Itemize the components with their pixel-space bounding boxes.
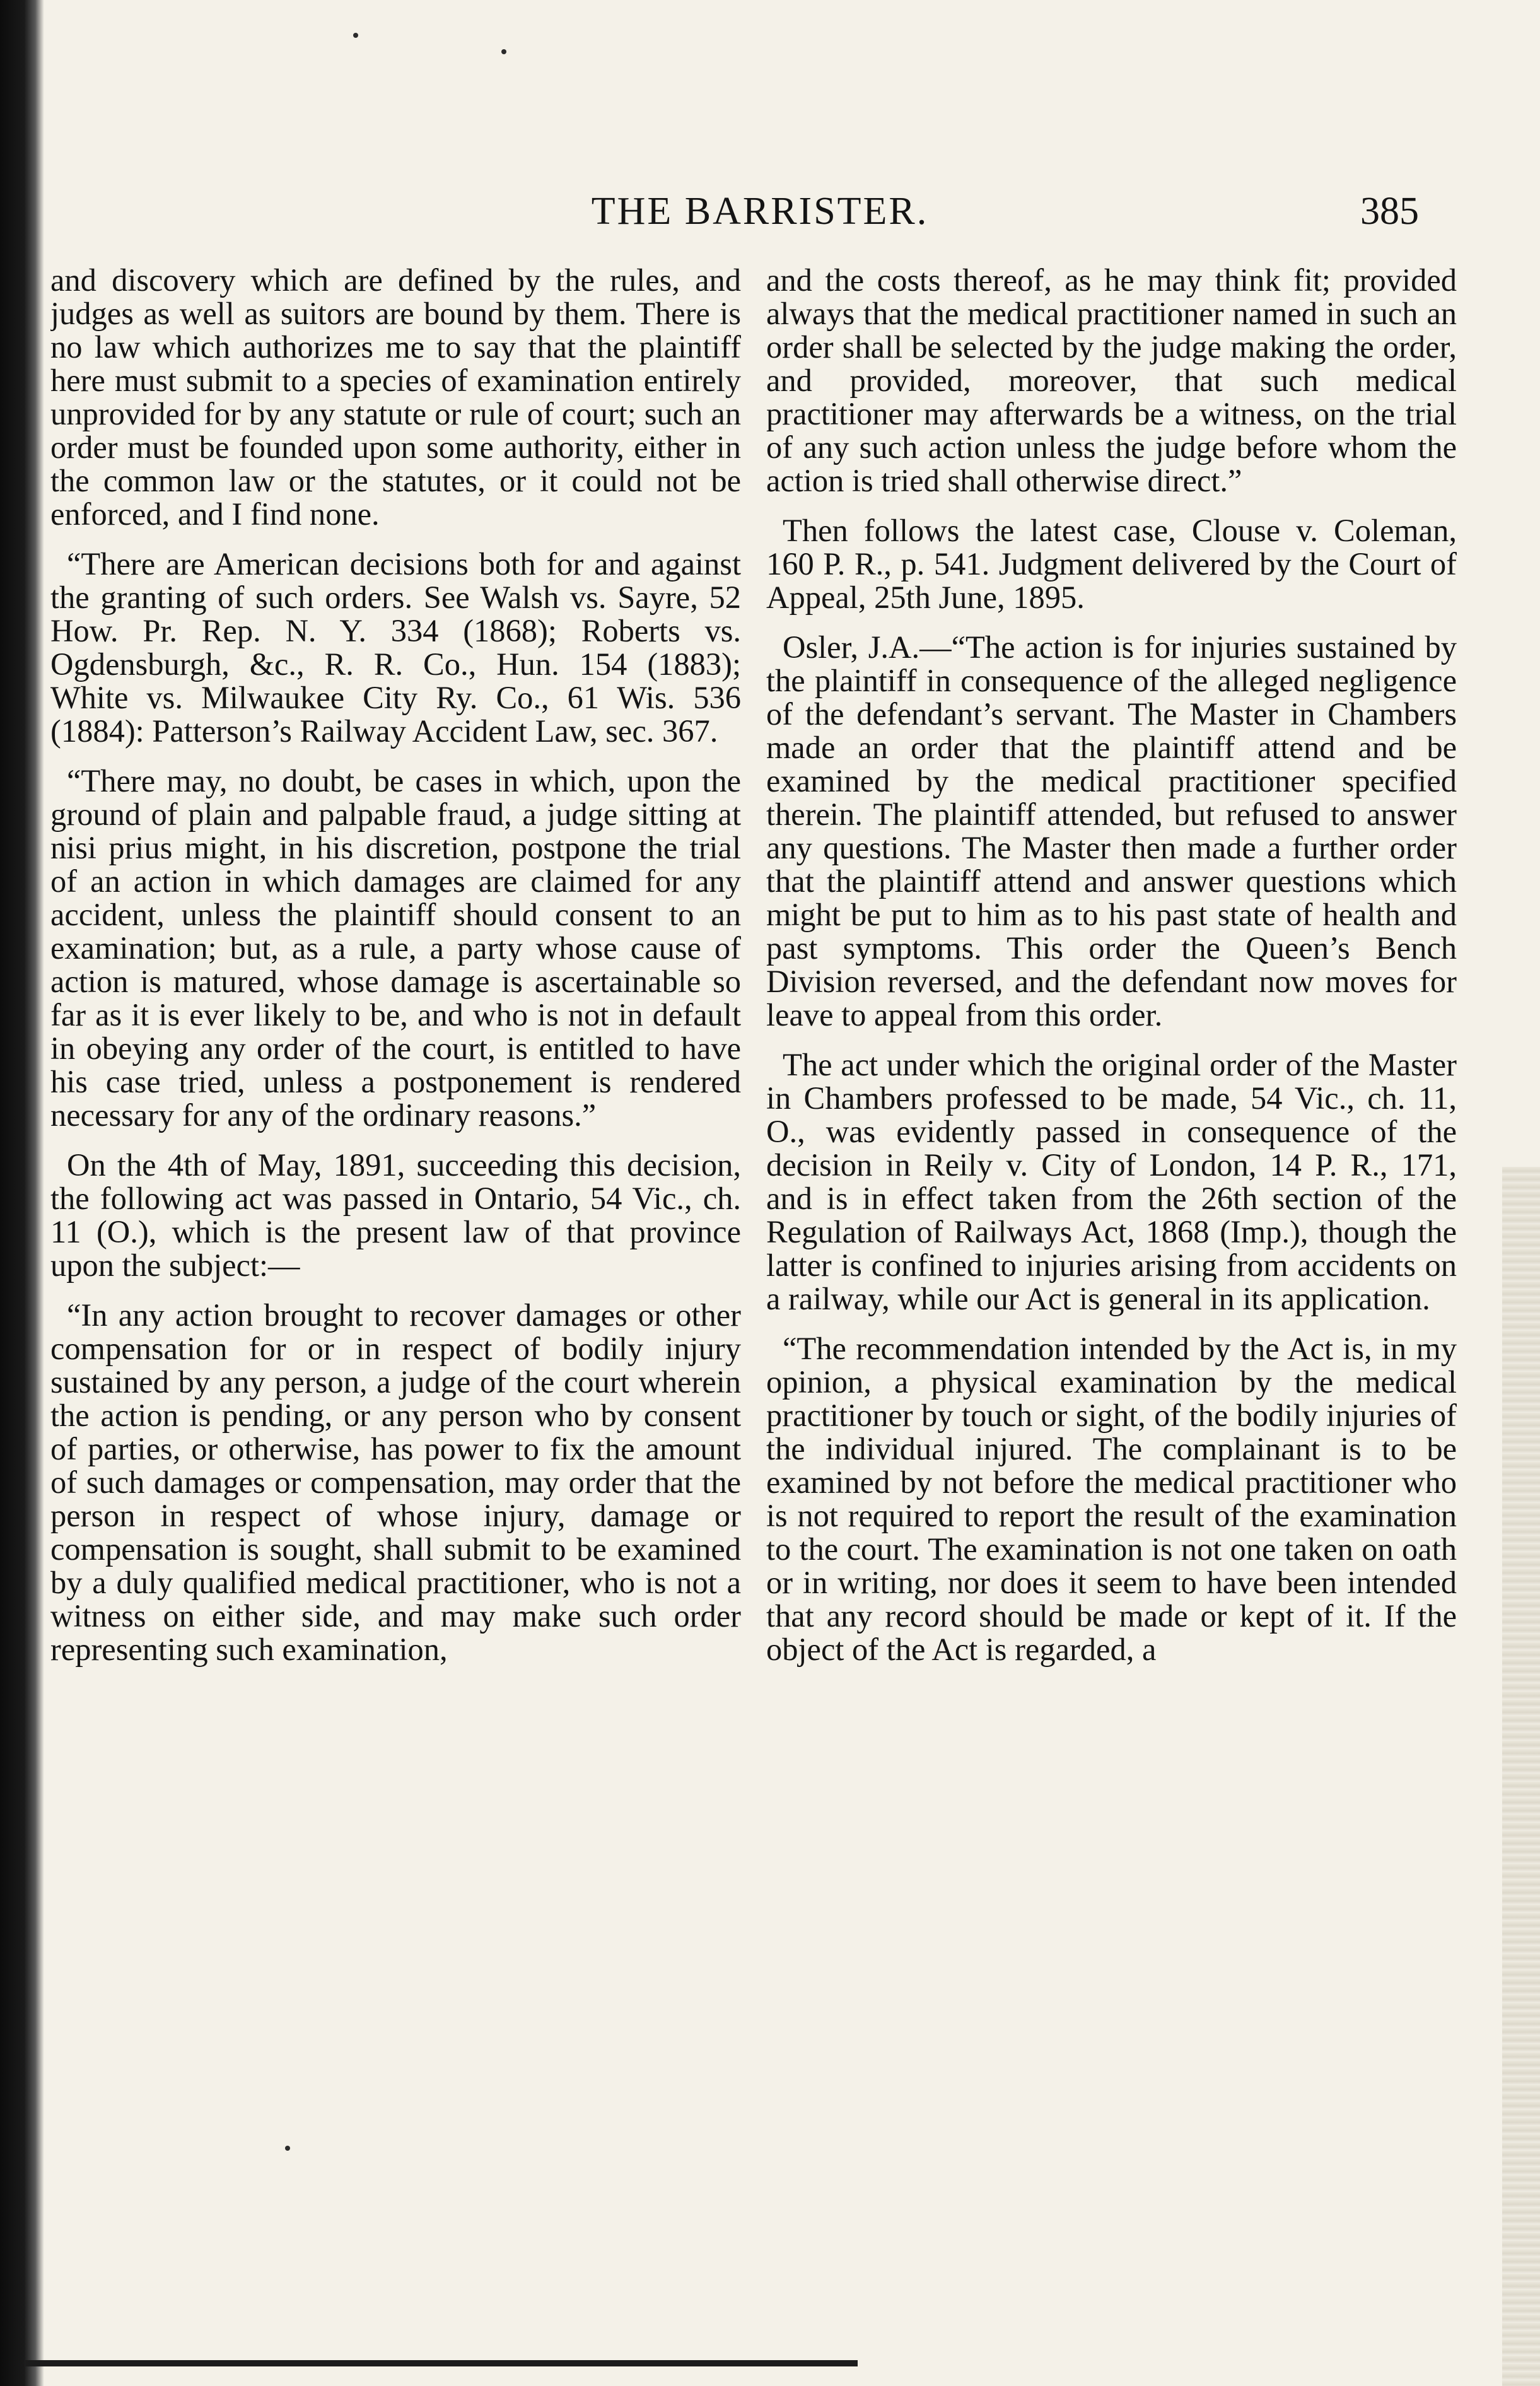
ink-speck	[353, 33, 358, 38]
ink-speck	[501, 49, 506, 54]
paragraph: Osler, J.A.—“The action is for injuries sustained by the plaintiff in consequence of the alleged negligence of the defendant’s servant. The Master in Chambers made an order that the plaintiff attend and be examined by the medical practitioner specified therein. The plaintiff attended, but refused to answer any questions. The Master then made a further order that the plaintiff attend and answer questions which might be put to him as to his past state of health and past symptoms. This order the Queen’s Bench Division reversed, and the defendant now moves for leave to appeal from this order.	[766, 629, 1457, 1032]
paragraph: “There are American decisions both for and against the granting of such orders. See Walsh vs. Sayre, 52 How. Pr. Rep. N. Y. 334 (1868); Roberts vs. Ogdensburgh, &c., R. R. Co., Hun. 154 (1883); White vs. Milwaukee City Ry. Co., 61 Wis. 536 (1884): Patterson’s Railway Accident Law, sec. 367.	[50, 546, 741, 749]
paragraph: “In any action brought to recover damages or other compensation for or in respect of bodily injury sustained by any person, a judge of the court wherein the action is pending, or any person who by consent of parties, or otherwise, has power to fix the amount of such damages or compensation, may order that the person in respect of whose injury, damage or compensation is sought, shall submit to be examined by a duly qualified medical practitioner, who is not a witness on either side, and may make such order representing such examination,	[50, 1297, 741, 1667]
page-number: 385	[1360, 190, 1419, 233]
paragraph: Then follows the latest case, Clouse v. Coleman, 160 P. R., p. 541. Judgment delivered by the Court of Appeal, 25th June, 1895.	[766, 513, 1457, 615]
page-edge-texture	[1502, 1167, 1540, 2386]
paragraph: On the 4th of May, 1891, succeeding this decision, the following act was passed in Ontario, 54 Vic., ch. 11 (O.), which is the present law of that province upon the subject:—	[50, 1147, 741, 1283]
book-spine-shadow	[0, 0, 44, 2386]
running-head: THE BARRISTER.	[591, 190, 929, 233]
bottom-rule	[25, 2360, 858, 2366]
page-header	[50, 189, 1469, 246]
paragraph: The act under which the original order of the Master in Chambers professed to be made, 54 Vic., ch. 11, O., was evidently passed in consequence of the decision in Reily v. City of London, 14 P. R., 171, and is in effect taken from the 26th section of the Regulation of Railways Act, 1868 (Imp.), though the latter is confined to injuries arising from accidents on a railway, while our Act is general in its application.	[766, 1047, 1457, 1316]
paragraph: and discovery which are defined by the rules, and judges as well as suitors are bound by them. There is no law which authorizes me to say that the plaintiff here must submit to a species of examination entirely unprovided for by any statute or rule of court; such an order must be founded upon some authority, either in the common law or the statutes, or it could not be enforced, and I find none.	[50, 264, 741, 532]
right-column	[766, 264, 1457, 2263]
paragraph: “The recommendation intended by the Act is, in my opinion, a physical examination by the medical practitioner by touch or sight, of the bodily injuries of the individual injured. The complainant is to be examined by not before the medical practitioner who is not required to report the result of the examination to the court. The examination is not one taken on oath or in writing, nor does it seem to have been intended that any record should be made or kept of it. If the object of the Act is regarded, a	[766, 1331, 1457, 1667]
paragraph: “There may, no doubt, be cases in which, upon the ground of plain and palpable fraud, a judge sitting at nisi prius might, in his discretion, postpone the trial of an action in which damages are claimed for any accident, unless the plaintiff should consent to an examination; but, as a rule, a party whose cause of action is matured, whose damage is ascertainable so far as it is ever likely to be, and who is not in default in obeying any order of the court, is entitled to have his case tried, unless a postponement is rendered necessary for any of the ordinary reasons.”	[50, 763, 741, 1133]
left-column	[50, 264, 741, 2263]
paragraph: and the costs thereof, as he may think fit; provided always that the medical practitioner named in such an order shall be selected by the judge making the order, and provided, moreover, that such medical practitioner may afterwards be a witness, on the trial of any such action unless the judge before whom the action is tried shall otherwise direct.”	[766, 264, 1457, 498]
